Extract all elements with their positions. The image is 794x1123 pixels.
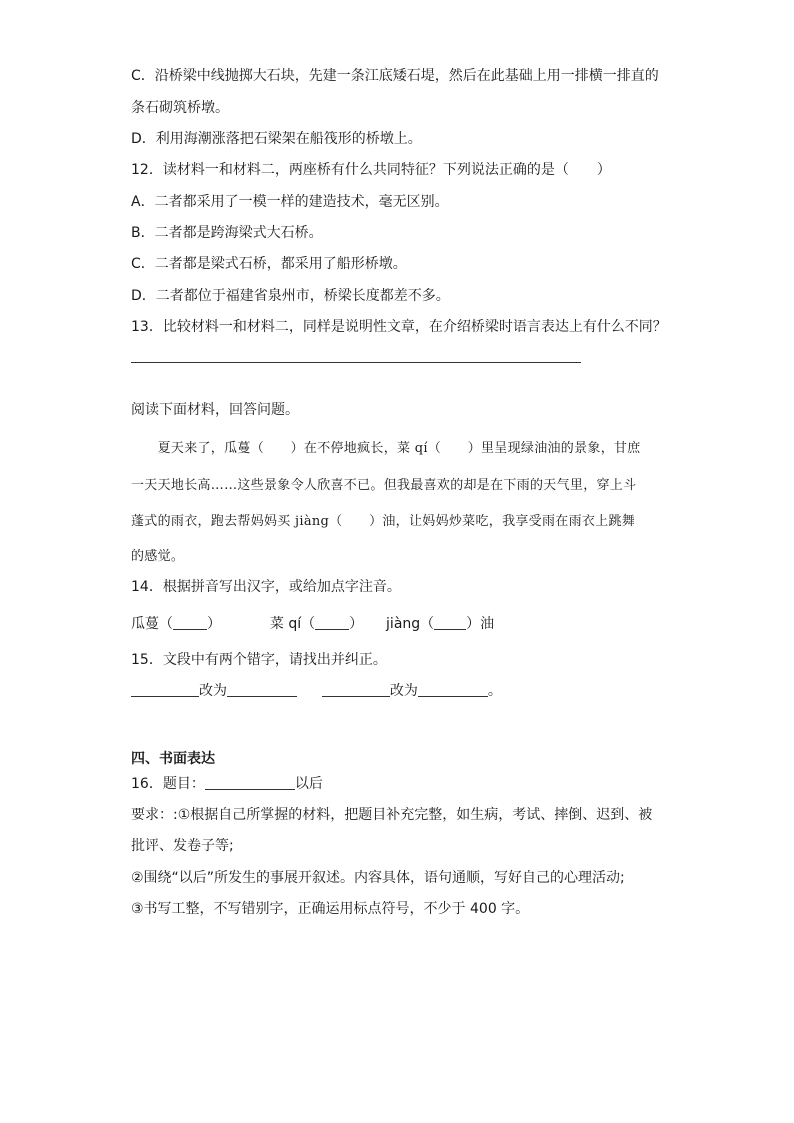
q12-stem: 12．读材料一和材料二，两座桥有什么共同特征？下列说法正确的是（ ）	[131, 162, 611, 178]
q13-stem: 13．比较材料一和材料二，同样是说明性文章，在介绍桥梁时语言表达上有什么不同？	[131, 319, 667, 335]
q12-option-a: A．二者都采用了一模一样的建造技术，毫无区别。	[131, 194, 449, 210]
q11-option-c-line1: C．沿桥梁中线抛掷大石块，先建一条江底矮石堤，然后在此基础上用一排横一排直的	[131, 68, 659, 84]
q16-title-row	[131, 774, 323, 794]
q14-item3-prefix: jiàng（	[386, 616, 435, 632]
q12-option-b: B．二者都是跨海梁式大石桥。	[131, 225, 323, 241]
q16-prefix: 16．题目：	[131, 776, 205, 792]
passage-line-1: 夏天来了，瓜蔓（ ）在不停地疯长，菜 qí（ ）里呈现绿油油的景象，甘庶	[131, 441, 641, 456]
section4-heading: 四、书面表达	[131, 751, 215, 767]
q14-item3-suffix: ）油	[466, 616, 495, 632]
q11-option-c-line2: 条石砌筑桥墩。	[131, 100, 229, 116]
q15-change-to-1: 改为	[199, 683, 227, 699]
passage-line-2: 一天天地长高……这些景象令人欣喜不已。但我最喜欢的却是在下雨的天气里，穿上斗	[131, 478, 637, 493]
q16-requirement-1-cont: 批评、发卷子等;	[131, 838, 234, 854]
q15-fill-row	[131, 681, 502, 701]
reading-instruction: 阅读下面材料，回答问题。	[131, 402, 299, 418]
q16-requirement-3: ③书写工整，不写错别字，正确运用标点符号，不少于 400 字。	[131, 901, 530, 917]
q15-correct-char-2[interactable]	[418, 682, 488, 697]
q13-answer-line[interactable]	[131, 362, 581, 363]
q15-change-to-2: 改为	[389, 683, 418, 699]
q14-blank-1[interactable]	[173, 615, 207, 630]
q14-item2-prefix: 菜 qí（	[269, 616, 316, 632]
q14-item1-suffix: ）	[207, 616, 221, 632]
q14-blank-3[interactable]	[434, 615, 466, 630]
q11-option-d: D．利用海潮涨落把石梁架在船筏形的桥墩上。	[131, 131, 422, 147]
q15-end-mark: 。	[487, 683, 502, 699]
q14-item2-suffix: ）	[349, 616, 364, 632]
q15-correct-char-1[interactable]	[227, 682, 297, 697]
passage-line-3: 蓬式的雨衣，跑去帮妈妈买 jiàng（ ）油，让妈妈炒菜吃，我享受雨在雨衣上跳舞	[131, 514, 636, 529]
q15-stem: 15．文段中有两个错字，请找出并纠正。	[131, 652, 387, 668]
q12-option-d: D．二者都位于福建省泉州市，桥梁长度都差不多。	[131, 288, 450, 304]
q16-requirement-2: ②围绕“以后”所发生的事展开叙述。内容具体，语句通顺，写好自己的心理活动;	[131, 870, 625, 886]
q16-title-blank[interactable]	[205, 775, 295, 790]
q15-wrong-char-1[interactable]	[131, 682, 199, 697]
q16-requirement-1: 要求：:①根据自己所掌握的材料，把题目补充完整，如生病，考试、摔倒、迟到、被	[131, 807, 653, 823]
passage-line-4: 的感觉。	[131, 549, 185, 564]
q16-suffix: 以后	[294, 776, 323, 792]
q14-stem: 14．根据拼音写出汉字，或给加点字注音。	[131, 579, 401, 595]
q14-blank-2[interactable]	[315, 615, 349, 630]
q14-fill-row	[131, 614, 494, 634]
q12-option-c: C．二者都是梁式石桥，都采用了船形桥墩。	[131, 256, 407, 272]
q14-item1-prefix: 瓜蔓（	[131, 616, 173, 632]
q15-wrong-char-2[interactable]	[322, 682, 390, 697]
